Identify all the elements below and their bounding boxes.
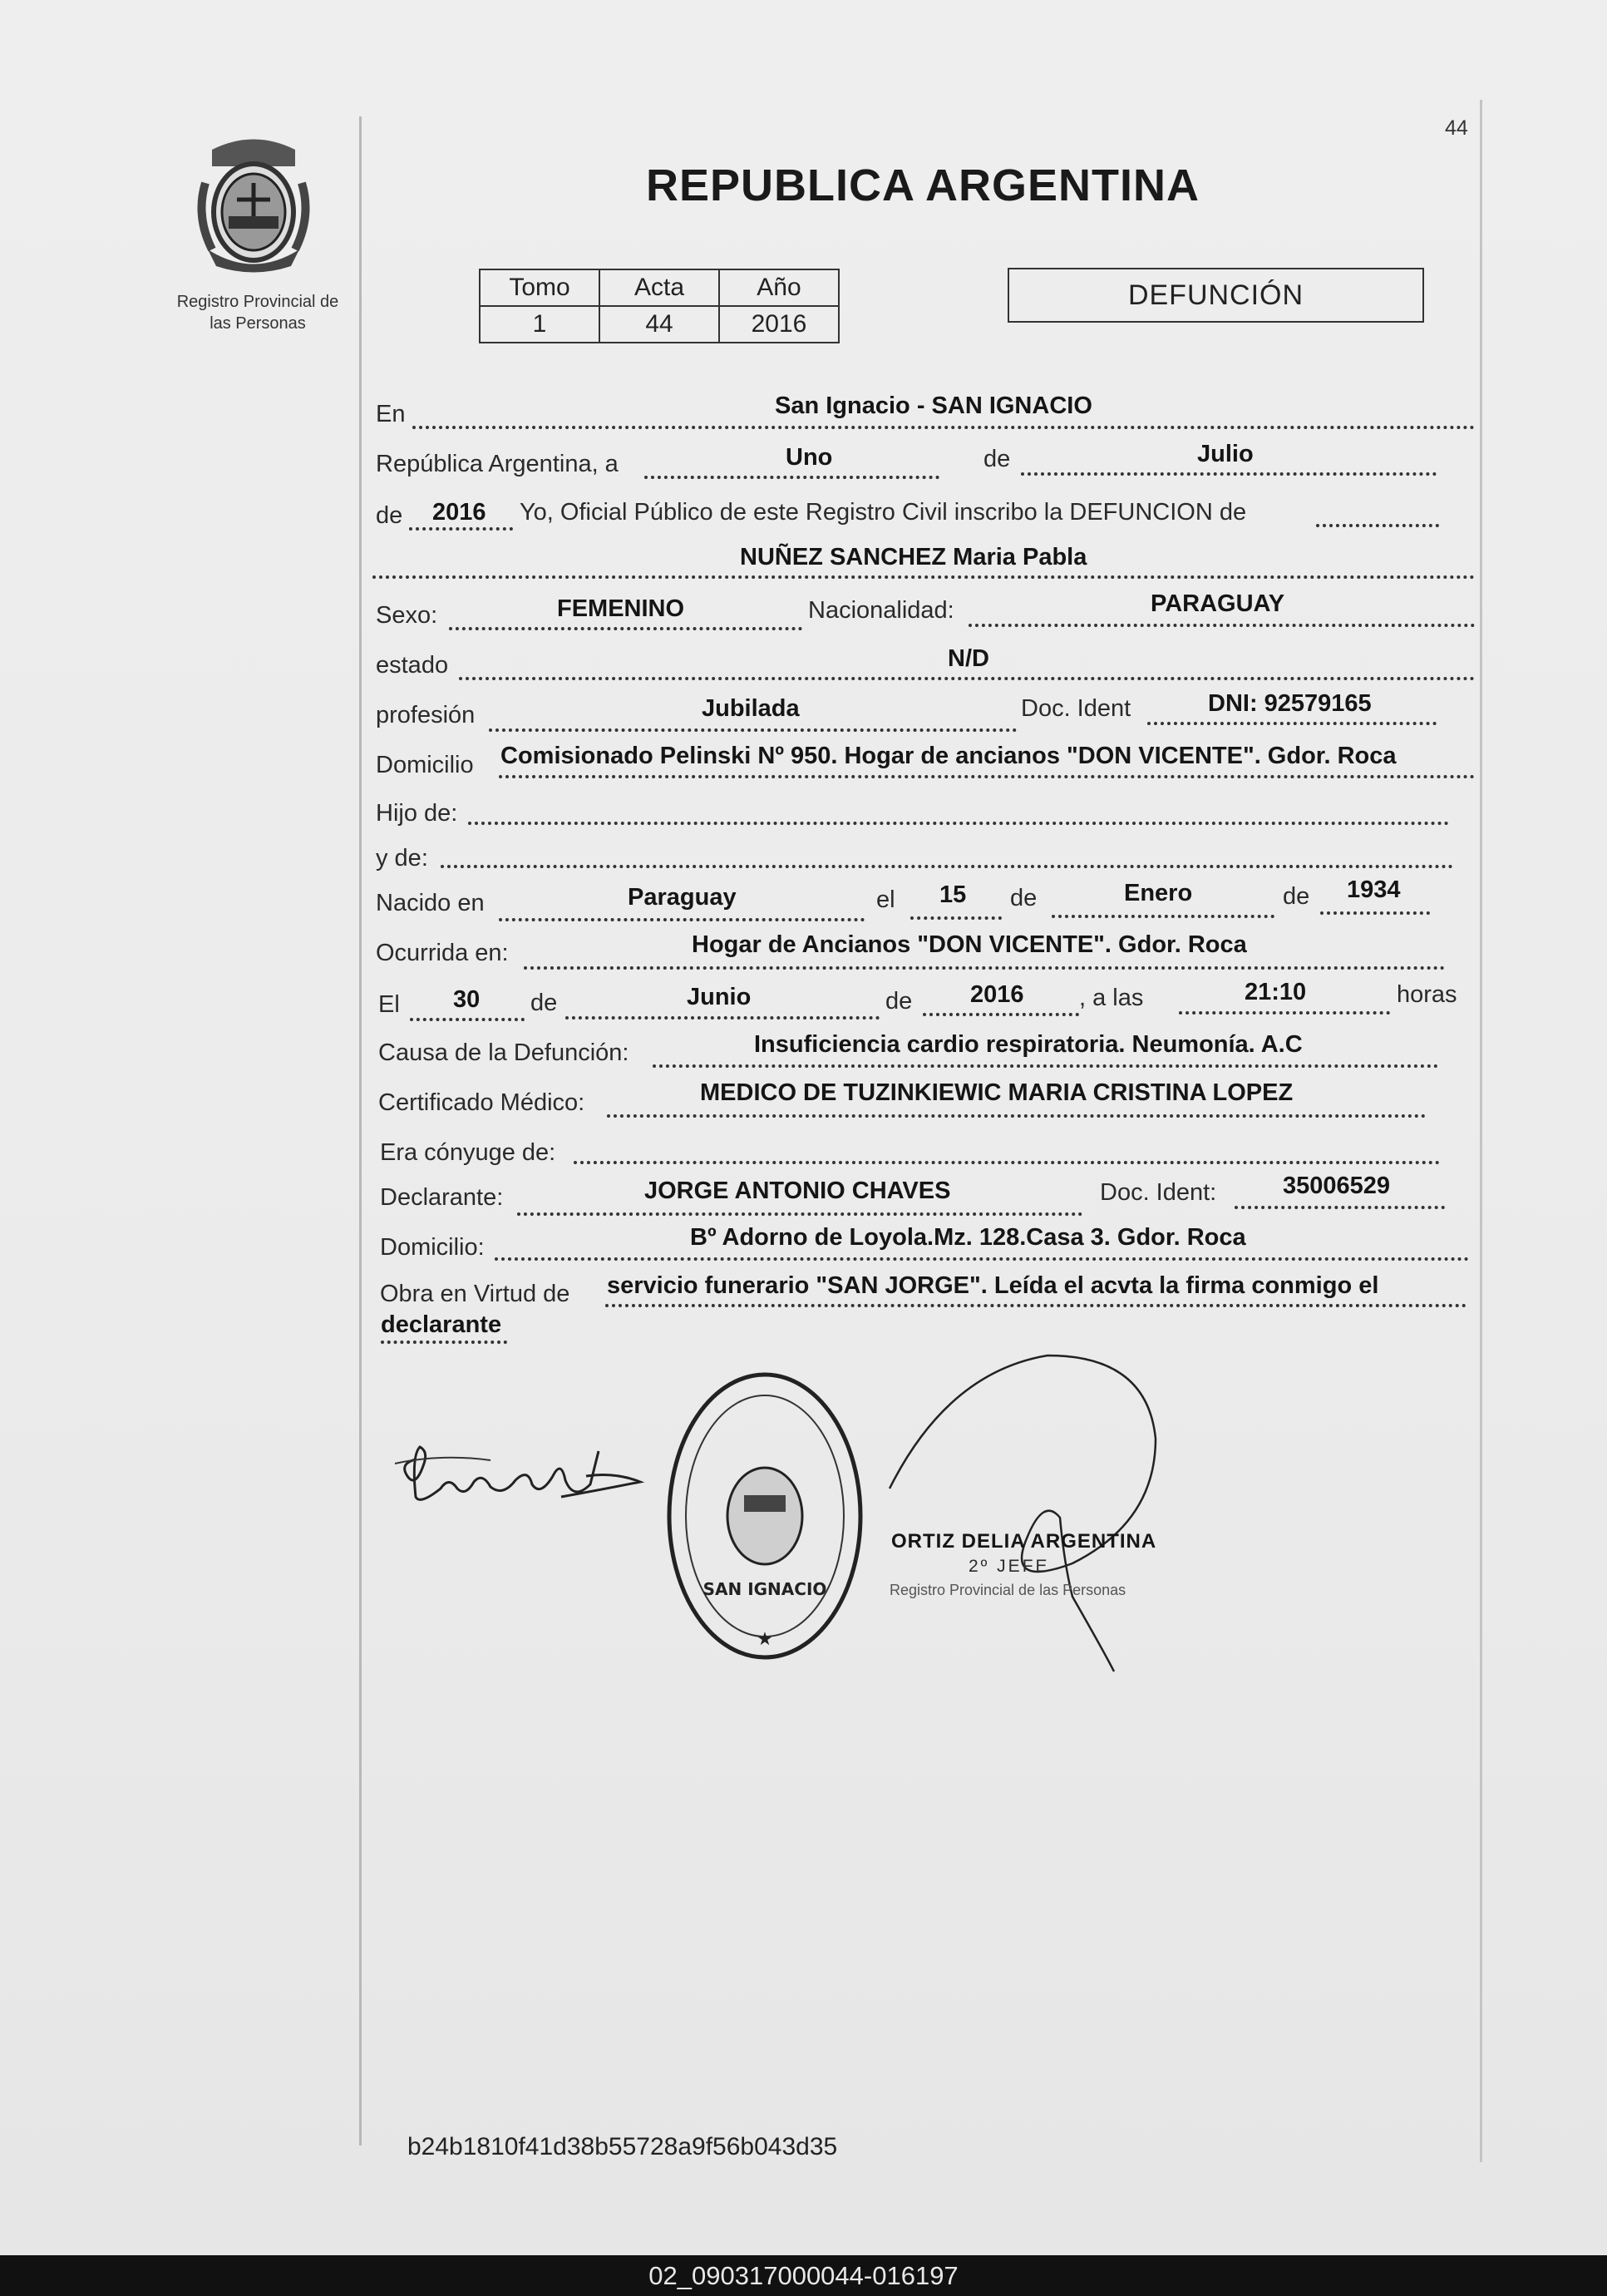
value-sexo: FEMENINO <box>557 595 685 622</box>
registry-header-acta: Acta <box>599 269 719 306</box>
document-hash: b24b1810f41d38b55728a9f56b043d35 <box>407 2133 838 2160</box>
officer-rank: 2º JEFE <box>969 1557 1050 1576</box>
label-estado: estado <box>376 652 449 679</box>
logo-caption <box>158 291 357 334</box>
footer-id: 02_090317000044-016197 <box>0 2255 1607 2296</box>
label-profesion: profesión <box>376 702 476 728</box>
value-estado: N/D <box>948 645 989 672</box>
logo-caption-line2: las Personas <box>210 314 306 333</box>
dots-nac-mes <box>1052 915 1274 918</box>
right-margin-rule <box>1480 100 1482 2162</box>
dots-conyuge <box>574 1161 1440 1164</box>
value-mes: Julio <box>1197 441 1254 467</box>
value-profesion: Jubilada <box>702 695 800 722</box>
value-nac-anio: 1934 <box>1347 876 1401 903</box>
value-dia: Uno <box>786 444 833 471</box>
dots-doc2 <box>1235 1206 1445 1209</box>
label-de-2: de <box>376 502 403 529</box>
label-nac-de: de <box>1010 885 1038 911</box>
dots-anio <box>409 527 513 531</box>
registry-value-anio: 2016 <box>719 306 839 343</box>
value-def-dia: 30 <box>453 986 481 1013</box>
label-nac-de2: de <box>1283 883 1310 910</box>
value-nac-mes: Enero <box>1124 880 1193 906</box>
registry-header-anio: Año <box>719 269 839 306</box>
dots-certificado <box>607 1114 1426 1118</box>
page-number: 44 <box>1445 116 1468 140</box>
value-certificado: MEDICO DE TUZINKIEWIC MARIA CRISTINA LOPEZ <box>700 1079 1294 1106</box>
dots-domicilio <box>499 775 1475 778</box>
stamp-bottom-text: SAN IGNACIO <box>702 1579 827 1599</box>
dots-nacido <box>499 918 865 921</box>
registry-header-tomo: Tomo <box>480 269 599 306</box>
dots-estado <box>459 677 1475 680</box>
dots-inscribo <box>1316 524 1439 527</box>
label-el: el <box>876 886 895 913</box>
document-title: REPUBLICA ARGENTINA <box>646 160 1200 210</box>
dots-yde <box>441 865 1453 868</box>
value-nacido: Paraguay <box>628 884 737 911</box>
dots-declarante <box>517 1212 1082 1216</box>
dots-en <box>412 426 1475 429</box>
value-declarante: JORGE ANTONIO CHAVES <box>644 1178 951 1204</box>
value-causa: Insuficiencia cardio respiratoria. Neumonía. A.C <box>754 1031 1303 1058</box>
label-domicilio: Domicilio <box>376 752 474 778</box>
label-republica: República Argentina, a <box>376 451 619 477</box>
dots-profesion <box>489 728 1017 732</box>
label-nacionalidad: Nacionalidad: <box>808 597 954 624</box>
value-domicilio: Comisionado Pelinski Nº 950. Hogar de ancianos "DON VICENTE". Gdor. Roca <box>500 743 1397 769</box>
label-sexo: Sexo: <box>376 602 438 629</box>
label-ocurrida: Ocurrida en: <box>376 940 509 966</box>
officer-office: Registro Provincial de las Personas <box>890 1582 1126 1598</box>
value-obra: servicio funerario "SAN JORGE". Leída el acvta la firma conmigo el <box>607 1272 1379 1299</box>
inscribo-text: Yo, Oficial Público de este Registro Civil inscribo la DEFUNCION de <box>520 499 1247 526</box>
dots-nacionalidad <box>969 624 1475 627</box>
dots-ocurrida <box>524 966 1445 970</box>
label-causa: Causa de la Defunción: <box>378 1039 629 1066</box>
officer-name: ORTIZ DELIA ARGENTINA <box>891 1530 1157 1553</box>
dots-nac-dia <box>910 916 1002 920</box>
officer-signature <box>881 1339 1172 1688</box>
label-domicilio2: Domicilio: <box>380 1234 485 1261</box>
shield-icon <box>187 133 320 274</box>
label-declarante: Declarante: <box>380 1184 504 1211</box>
registry-value-row <box>480 306 839 343</box>
value-anio: 2016 <box>432 499 486 526</box>
label-def-de: de <box>530 990 558 1016</box>
dots-def-anio <box>923 1013 1079 1016</box>
label-alas: , a las <box>1079 985 1144 1011</box>
label-nacido: Nacido en <box>376 890 485 916</box>
label-doc2: Doc. Ident: <box>1100 1179 1217 1206</box>
label-obra: Obra en Virtud de <box>380 1281 570 1307</box>
label-def-de2: de <box>885 988 913 1015</box>
label-conyuge: Era cónyuge de: <box>380 1139 556 1166</box>
dots-domicilio2 <box>495 1257 1469 1261</box>
declarant-signature <box>391 1430 648 1513</box>
left-margin-rule <box>359 116 362 2145</box>
registry-header-row <box>480 269 839 306</box>
logo-caption-line1: Registro Provincial de <box>176 293 339 311</box>
value-doc: DNI: 92579165 <box>1208 690 1372 717</box>
label-doc: Doc. Ident <box>1021 695 1131 722</box>
dots-obra <box>605 1304 1467 1307</box>
value-def-mes: Junio <box>687 984 752 1010</box>
value-def-anio: 2016 <box>970 981 1024 1008</box>
dots-hora <box>1179 1011 1390 1015</box>
dots-doc <box>1147 722 1437 725</box>
value-domicilio2: Bº Adorno de Loyola.Mz. 128.Casa 3. Gdor. Roca <box>690 1224 1246 1251</box>
dots-obra2 <box>381 1341 507 1344</box>
dots-hijo <box>468 822 1449 825</box>
value-ocurrida: Hogar de Ancianos "DON VICENTE". Gdor. Roca <box>692 931 1247 958</box>
value-nac-dia: 15 <box>939 881 967 908</box>
value-obra2: declarante <box>381 1311 502 1338</box>
label-certificado: Certificado Médico: <box>378 1089 585 1116</box>
dots-mes <box>1021 472 1437 476</box>
dots-sexo <box>449 627 802 630</box>
label-el2: El <box>378 991 400 1018</box>
registry-value-tomo: 1 <box>480 306 599 343</box>
label-horas: horas <box>1397 981 1457 1008</box>
svg-text:★: ★ <box>757 1628 773 1649</box>
registry-value-acta: 44 <box>599 306 719 343</box>
dots-def-dia <box>410 1018 525 1021</box>
dots-dia <box>644 476 939 479</box>
value-en: San Ignacio - SAN IGNACIO <box>775 393 1092 419</box>
label-yde: y de: <box>376 845 428 871</box>
dots-def-mes <box>565 1016 880 1020</box>
registry-table <box>479 269 840 343</box>
value-nombre: NUÑEZ SANCHEZ Maria Pabla <box>740 544 1087 570</box>
value-doc2: 35006529 <box>1283 1173 1391 1199</box>
dots-nac-anio <box>1320 911 1430 915</box>
label-de-1: de <box>983 446 1011 472</box>
stamp-seal-graphic <box>669 1375 860 1657</box>
value-nacionalidad: PARAGUAY <box>1151 590 1285 617</box>
act-type-box: DEFUNCIÓN <box>1008 268 1424 323</box>
official-stamp <box>661 1370 869 1670</box>
label-hijo: Hijo de: <box>376 800 458 827</box>
label-en: En <box>376 401 406 427</box>
dots-nombre <box>372 575 1475 579</box>
value-hora: 21:10 <box>1245 979 1307 1005</box>
provincial-seal-logo <box>187 133 320 274</box>
dots-causa <box>653 1064 1438 1068</box>
